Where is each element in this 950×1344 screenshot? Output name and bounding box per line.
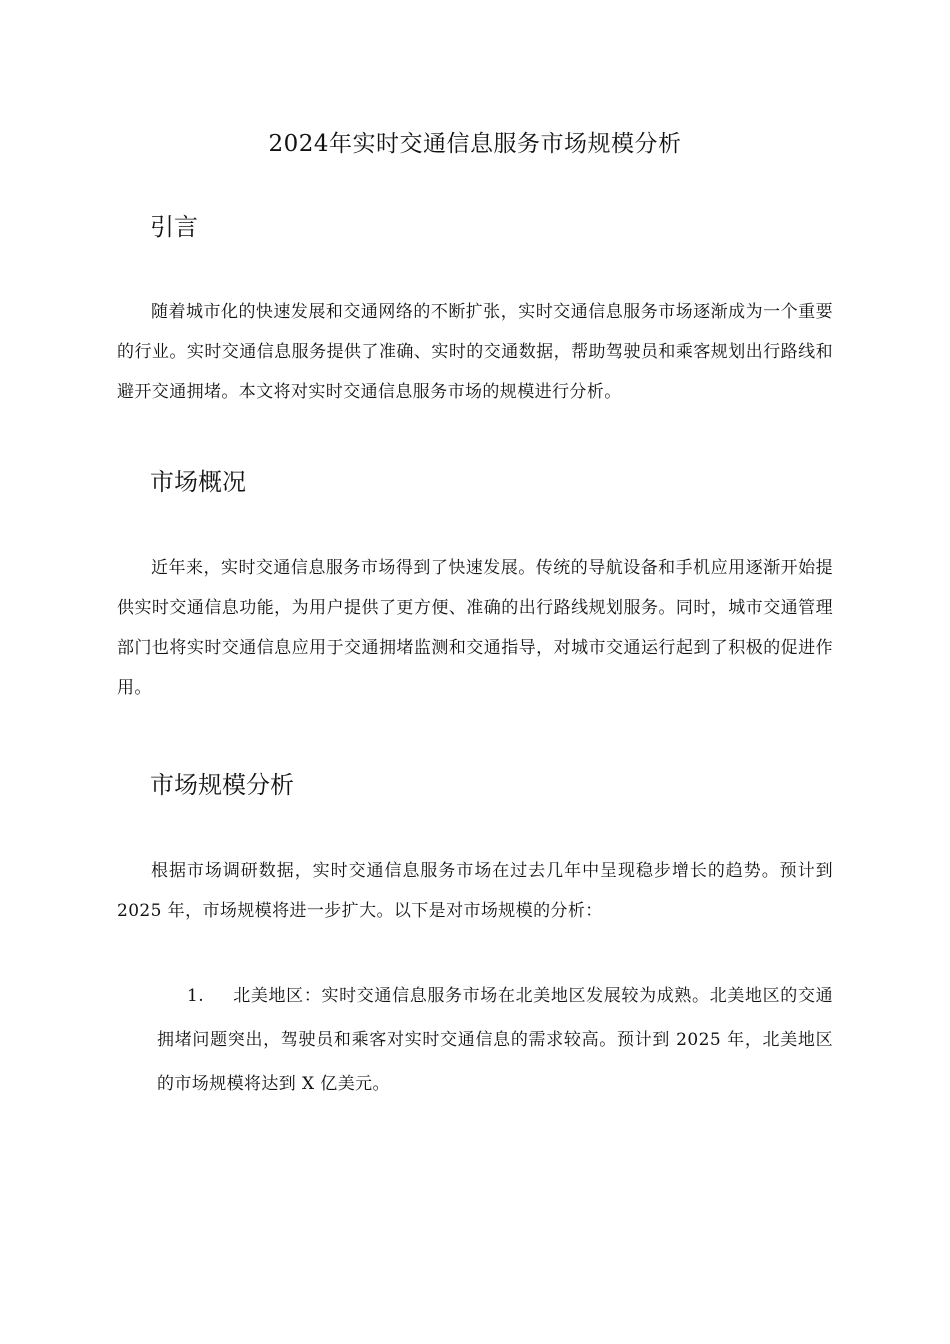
document-title: 2024年实时交通信息服务市场规模分析 [268, 131, 682, 157]
section-heading-market-size-analysis: 市场规模分析 [150, 771, 294, 799]
section-heading-introduction: 引言 [150, 213, 198, 241]
list-item-north-america [157, 974, 833, 1106]
paragraph-market-overview: 近年来，实时交通信息服务市场得到了快速发展。传统的导航设备和手机应用逐渐开始提供实时交通信息功能，为用户提供了更方便、准确的出行路线规划服务。同时，城市交通管理部门也将实时交通信息应用于交通拥堵监测和交通指导，对城市交通运行起到了积极的促进作用。 [117, 558, 833, 698]
list-item-number: 1. [187, 986, 205, 1006]
paragraph-introduction: 随着城市化的快速发展和交通网络的不断扩张，实时交通信息服务市场逐渐成为一个重要的行业。实时交通信息服务提供了准确、实时的交通数据，帮助驾驶员和乘客规划出行路线和避开交通拥堵。本文将对实时交通信息服务市场的规模进行分析。 [117, 302, 833, 402]
section-heading-market-overview: 市场概况 [150, 468, 246, 496]
paragraph-market-size-analysis: 根据市场调研数据，实时交通信息服务市场在过去几年中呈现稳步增长的趋势。预计到 2025 年，市场规模将进一步扩大。以下是对市场规模的分析： [117, 861, 833, 921]
list-item-text: 北美地区：实时交通信息服务市场在北美地区发展较为成熟。北美地区的交通拥堵问题突出，驾驶员和乘客对实时交通信息的需求较高。预计到 2025 年，北美地区的市场规模将达到 X 亿美元。 [157, 986, 833, 1094]
